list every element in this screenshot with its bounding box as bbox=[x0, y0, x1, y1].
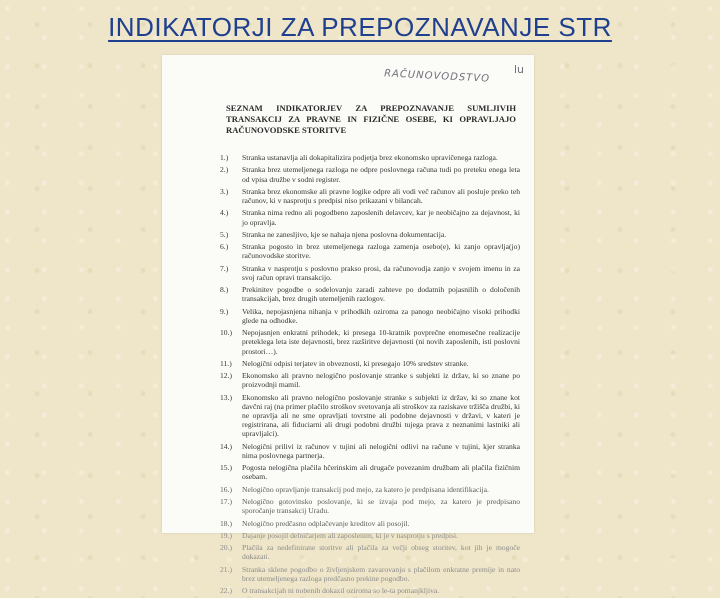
indicator-item bbox=[220, 242, 520, 260]
indicator-number: 5.) bbox=[220, 229, 229, 239]
indicator-number: 10.) bbox=[220, 328, 233, 338]
slide-title: INDIKATORJI ZA PREPOZNAVANJE STR bbox=[108, 12, 612, 42]
indicator-number: 22.) bbox=[220, 586, 233, 596]
indicator-number: 17.) bbox=[220, 497, 233, 506]
indicator-text: Stranka nima redno ali pogodbeno zaposlenih delavcev, kar je neobičajno za dejavnost, ki jo opravlja. bbox=[242, 208, 520, 227]
indicator-item bbox=[220, 485, 520, 494]
indicator-number: 6.) bbox=[220, 242, 229, 252]
indicator-number: 3.) bbox=[220, 186, 229, 196]
indicator-item bbox=[220, 371, 520, 389]
indicator-number: 12.) bbox=[220, 371, 233, 381]
indicator-text: Stranka sklene pogodbo o življenjskem zavarovanju s plačilom enkratne premije in nato brez utemeljenega razloga predčasno prekine pogodbo. bbox=[242, 564, 520, 583]
indicator-text: Nelogični odpisi terjatev in obveznosti, ki presegajo 10% sredstev stranke. bbox=[242, 358, 469, 368]
indicator-item bbox=[220, 519, 520, 528]
indicator-text: O transakcijah ni nobenih dokazil oziroma so le-ta pomanjkljiva. bbox=[242, 586, 440, 596]
indicator-text: Stranka pogosto in brez utemeljenega razloga zamenja osebo(e), ki zanjo opravlja(jo) računovodske storitve. bbox=[242, 242, 520, 261]
indicator-item bbox=[220, 264, 520, 282]
indicator-item bbox=[220, 359, 520, 368]
indicator-item bbox=[220, 285, 520, 303]
scanned-document bbox=[162, 55, 534, 596]
indicator-text: Plačila za nedefinirane storitve ali plačila za večji obseg storitev, kot jih je mogoče dokazati. bbox=[242, 543, 520, 562]
indicator-text: Dajanje posojil delničarjem ali zaposlenim, ki je v nasprotju s predpisi. bbox=[242, 530, 458, 540]
indicator-text: Stranka brez utemeljenega razloga ne odpre poslovnega računa tudi po preteku enega leta od vpisa družbe v sodni register. bbox=[242, 165, 520, 184]
indicator-text: Stranka ne zanesljivo, kje se nahaja njena poslovna dokumentacija. bbox=[242, 229, 447, 239]
corner-handwritten-mark: lu bbox=[514, 63, 525, 76]
indicator-text: Nelogični prilivi iz računov v tujini ali nelogični odlivi na račune v tujini, kjer stranka nima poslovnega partnerja. bbox=[242, 441, 520, 460]
indicator-item bbox=[220, 442, 520, 460]
indicator-item bbox=[220, 187, 520, 205]
indicator-number: 14.) bbox=[220, 441, 233, 451]
indicator-number: 18.) bbox=[220, 518, 233, 528]
indicator-item bbox=[220, 393, 520, 439]
indicator-text: Prekinitev pogodbe o sodelovanju zaradi zahteve po dodatnih pojasnilih o določenih transakcijah, brez drugih utemeljenih razlogov. bbox=[242, 285, 520, 304]
indicator-text: Pogosta nelogična plačila hčerinskim ali drugače povezanim družbam ali plačila fizičnim osebam. bbox=[242, 463, 520, 482]
indicator-text: Nelogično predčasno odplačevanje kreditov ali posojil. bbox=[242, 518, 410, 528]
indicator-text: Velika, nepojasnjena nihanja v prihodkih oziroma za panogo neobičajno visoki prihodki glede na odhodke. bbox=[242, 306, 520, 325]
indicator-text: Nepojasnjen enkratni prihodek, ki presega 10-kratnik povprečne enomesečne realizacije preteklega leta iste dejavnosti, brez razširitve dejavnosti (ni novih zaposlenih, isti poslovni prostori…). bbox=[242, 328, 520, 356]
indicator-item bbox=[220, 497, 520, 515]
indicator-text: Nelogično opravljanje transakcij pod mejo, za katero je predpisana identifikacija. bbox=[242, 484, 489, 494]
indicator-number: 2.) bbox=[220, 165, 229, 175]
indicator-number: 15.) bbox=[220, 463, 233, 473]
indicator-text: Stranka brez ekonomske ali pravne logike odpre ali vodi več računov ali posluje preko teh računov, ki v nasprotju s predpisi niso prikazani v bilancah. bbox=[242, 186, 520, 205]
indicator-number: 9.) bbox=[220, 306, 229, 316]
indicator-item bbox=[220, 208, 520, 226]
indicator-text: Ekonomsko ali pravno nelogično poslovanje stranke s subjekti iz držav, ki so znane po proizvodnji mamil. bbox=[242, 371, 520, 390]
indicator-item bbox=[220, 543, 520, 561]
indicator-item bbox=[220, 565, 520, 583]
indicator-number: 21.) bbox=[220, 564, 233, 574]
indicator-text: Stranka ustanavlja ali dokapitalizira podjetja brez ekonomsko upravičenega razloga. bbox=[242, 153, 498, 162]
indicator-item bbox=[220, 153, 520, 162]
indicator-number: 20.) bbox=[220, 543, 233, 553]
indicator-item bbox=[220, 586, 520, 595]
indicator-number: 8.) bbox=[220, 285, 229, 295]
indicator-number: 4.) bbox=[220, 208, 229, 218]
indicator-item bbox=[220, 307, 520, 325]
indicator-list bbox=[220, 153, 520, 598]
indicator-number: 19.) bbox=[220, 530, 233, 540]
indicator-item bbox=[220, 531, 520, 540]
handwritten-note: RAČUNOVODSTVO bbox=[383, 68, 491, 85]
indicator-item bbox=[220, 463, 520, 481]
document-heading: SEZNAM INDIKATORJEV ZA PREPOZNAVANJE SUMLJIVIH TRANSAKCIJ ZA PRAVNE IN FIZIČNE OSEBE, KI OPRAVLJAJO RAČUNOVODSKE STORITVE bbox=[226, 103, 516, 135]
indicator-number: 16.) bbox=[220, 484, 233, 494]
indicator-number: 13.) bbox=[220, 392, 233, 402]
indicator-item bbox=[220, 328, 520, 356]
indicator-text: Ekonomsko ali pravno nelogično poslovanje stranke s subjekti iz držav, ki so znane kot davčni raj (na primer plačilo stroškov svetovanja ali stroškov za raziskave tržišča družbi, ki ne opravlja ali ne sme opravljati tovrstne ali podobne dejavnosti v državi, v kateri je registrirana, ali fiduciarni ali drugi podobni družbi tujega prava z neznanimi lastniki ali upravljalci). bbox=[242, 392, 520, 439]
indicator-item bbox=[220, 165, 520, 183]
indicator-text: Stranka v nasprotju s poslovno prakso prosi, da računovodja zanjo v svojem imenu in za svoj račun opravi transakcijo. bbox=[242, 263, 520, 282]
indicator-text: Nelogično gotovinsko poslovanje, ki se izvaja pod mejo, za katero je predpisano sporočanje transakcij Uradu. bbox=[242, 497, 520, 516]
indicator-number: 11.) bbox=[220, 358, 232, 368]
indicator-item bbox=[220, 230, 520, 239]
indicator-number: 1.) bbox=[220, 153, 229, 162]
indicator-number: 7.) bbox=[220, 263, 229, 273]
